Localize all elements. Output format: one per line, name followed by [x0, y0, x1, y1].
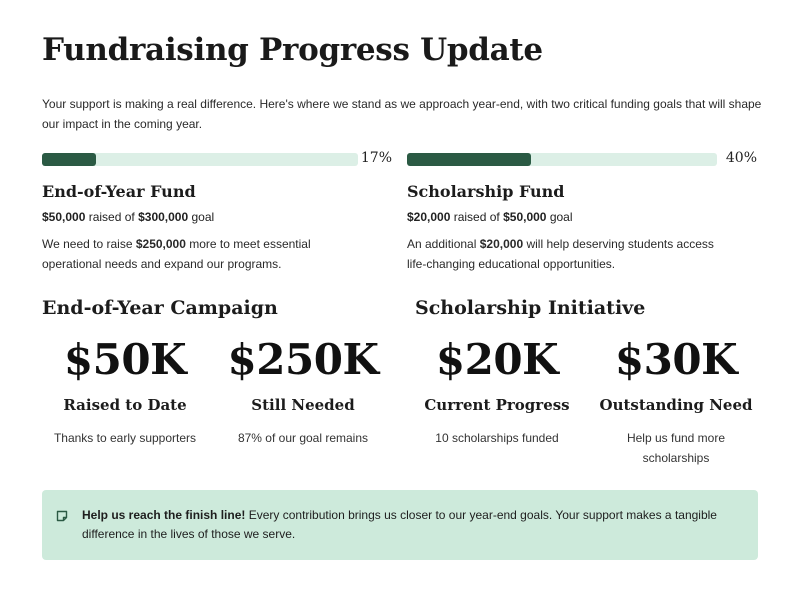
- stat-still-needed: [218, 334, 388, 448]
- desc-pre: An additional: [407, 237, 480, 251]
- goal-suffix: goal: [546, 210, 573, 224]
- goal-end-of-year: [42, 150, 392, 274]
- callout-text: [82, 506, 742, 544]
- progress-fill: [407, 153, 531, 166]
- goal-name: End-of-Year Fund: [42, 182, 196, 201]
- stat-outstanding-need: [596, 334, 756, 468]
- raised-amount: $50,000: [42, 210, 86, 224]
- stat-subtext: Help us fund more scholarships: [626, 431, 726, 465]
- progress-bar-row: [42, 150, 392, 168]
- desc-amount: $250,000: [135, 237, 186, 251]
- stat-value: $30K: [614, 335, 738, 384]
- callout-box: [42, 490, 758, 560]
- goal-suffix: goal: [188, 210, 215, 224]
- section-title-scholarship: Scholarship Initiative: [415, 297, 646, 319]
- note-icon: [56, 510, 68, 522]
- intro-text: Your support is making a real difference. Here's where we stand as we approach year-end, with two critical funding goals that will shape our impact in the coming year.: [42, 97, 762, 131]
- goal-raised-line: [42, 210, 392, 224]
- goal-description: [42, 234, 352, 274]
- progress-track: [407, 153, 717, 166]
- stat-value: $50K: [63, 335, 187, 384]
- stat-label: Still Needed: [251, 396, 355, 414]
- desc-post: more to meet essential operational needs and expand our programs.: [42, 237, 311, 271]
- goal-raised-line: [407, 210, 757, 224]
- raised-amount: $20,000: [407, 210, 451, 224]
- stat-label: Current Progress: [424, 396, 570, 414]
- stat-label: Outstanding Need: [599, 396, 753, 414]
- goal-scholarship: [407, 150, 757, 274]
- stat-current-progress: [414, 334, 580, 448]
- goal-amount: $300,000: [138, 210, 189, 224]
- progress-track: [42, 153, 358, 166]
- stat-subtext: 10 scholarships funded: [435, 431, 559, 445]
- stat-raised-to-date: [42, 334, 208, 448]
- page-title: Fundraising Progress Update: [42, 32, 543, 68]
- goal-description: [407, 234, 717, 274]
- progress-bar-row: [407, 150, 757, 168]
- progress-percent: 40%: [725, 150, 757, 166]
- goal-name: Scholarship Fund: [407, 182, 565, 201]
- raised-mid: raised of: [85, 210, 139, 224]
- stat-subtext: Thanks to early supporters: [53, 431, 197, 445]
- callout-strong: Help us reach the finish line!: [82, 508, 246, 522]
- desc-amount: $20,000: [479, 237, 524, 251]
- desc-pre: We need to raise: [42, 237, 136, 251]
- stat-label: Raised to Date: [63, 396, 187, 414]
- section-title-campaign: End-of-Year Campaign: [42, 297, 278, 319]
- callout-body: Every contribution brings us closer to our year-end goals. Your support makes a tangible difference in the lives of those we serve.: [82, 508, 717, 541]
- progress-percent: 17%: [360, 150, 392, 166]
- raised-mid: raised of: [450, 210, 504, 224]
- stat-value: $20K: [435, 335, 559, 384]
- desc-post: will help deserving students access life-changing educational opportunities.: [407, 237, 714, 271]
- stat-value: $250K: [227, 335, 379, 384]
- goal-amount: $50,000: [503, 210, 547, 224]
- progress-fill: [42, 153, 96, 166]
- stat-subtext: 87% of our goal remains: [237, 431, 369, 445]
